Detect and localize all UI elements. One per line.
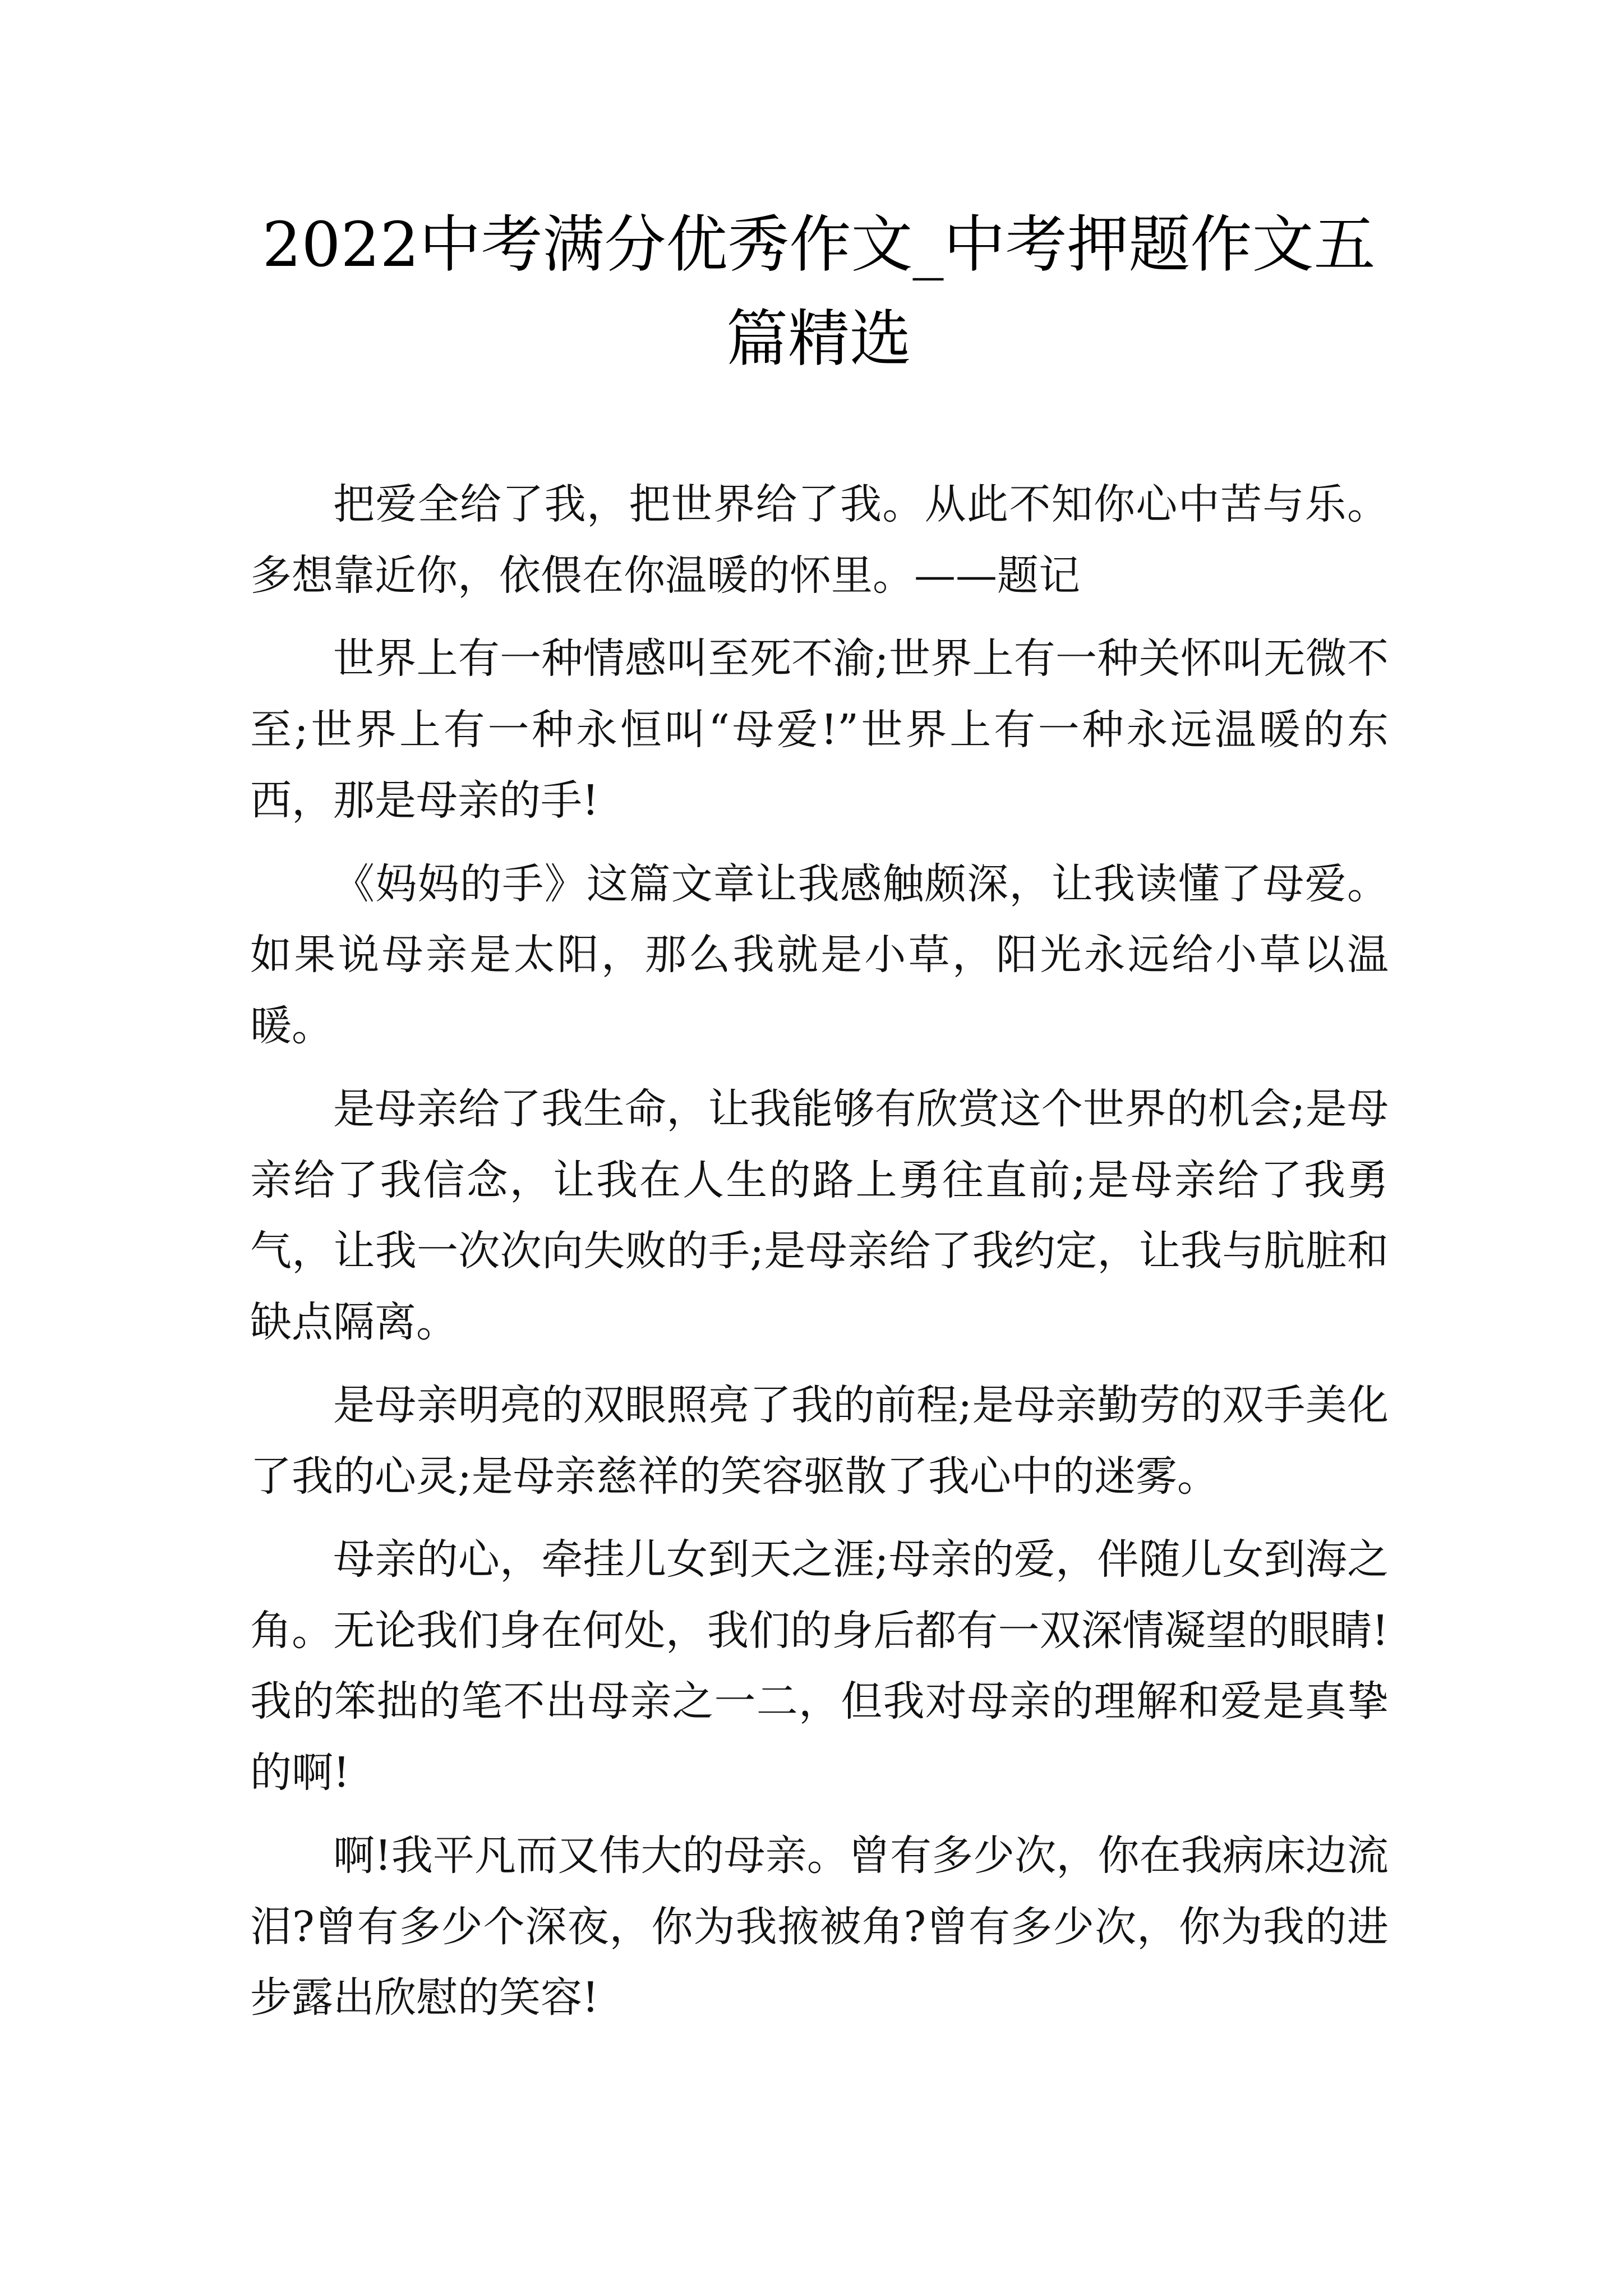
document-body <box>250 469 1389 2046</box>
paragraph: 是母亲给了我生命，让我能够有欣赏这个世界的机会;是母亲给了我信念，让我在人生的路上勇往直前;是母亲给了我勇气，让我一次次向失败的手;是母亲给了我约定，让我与肮脏和缺点隔离。 <box>250 1085 1389 1346</box>
paragraph: 是母亲明亮的双眼照亮了我的前程;是母亲勤劳的双手美化了我的心灵;是母亲慈祥的笑容驱散了我心中的迷雾。 <box>250 1381 1389 1501</box>
paragraph: 《妈妈的手》这篇文章让我感触颇深，让我读懂了母爱。如果说母亲是太阳，那么我就是小草，阳光永远给小草以温暖。 <box>250 859 1389 1050</box>
paragraph-epigraph: 把爱全给了我，把世界给了我。从此不知你心中苦与乐。多想靠近你，依偎在你温暖的怀里。——题记 <box>250 480 1389 600</box>
paragraph: 母亲的心，牵挂儿女到天之涯;母亲的爱，伴随儿女到海之角。无论我们身在何处，我们的身后都有一双深情凝望的眼睛!我的笨拙的笔不出母亲之一二，但我对母亲的理解和爱是真挚的啊! <box>250 1535 1389 1797</box>
paragraph: 世界上有一种情感叫至死不渝;世界上有一种关怀叫无微不至;世界上有一种永恒叫“母爱!”世界上有一种永远温暖的东西，那是母亲的手! <box>250 634 1389 825</box>
document-title: 2022中考满分优秀作文_中考押题作文五篇精选 <box>262 209 1376 375</box>
paragraph: 啊!我平凡而又伟大的母亲。曾有多少次，你在我病床边流泪?曾有多少个深夜，你为我掖被角?曾有多少次，你为我的进步露出欣慰的笑容! <box>250 1832 1389 2022</box>
